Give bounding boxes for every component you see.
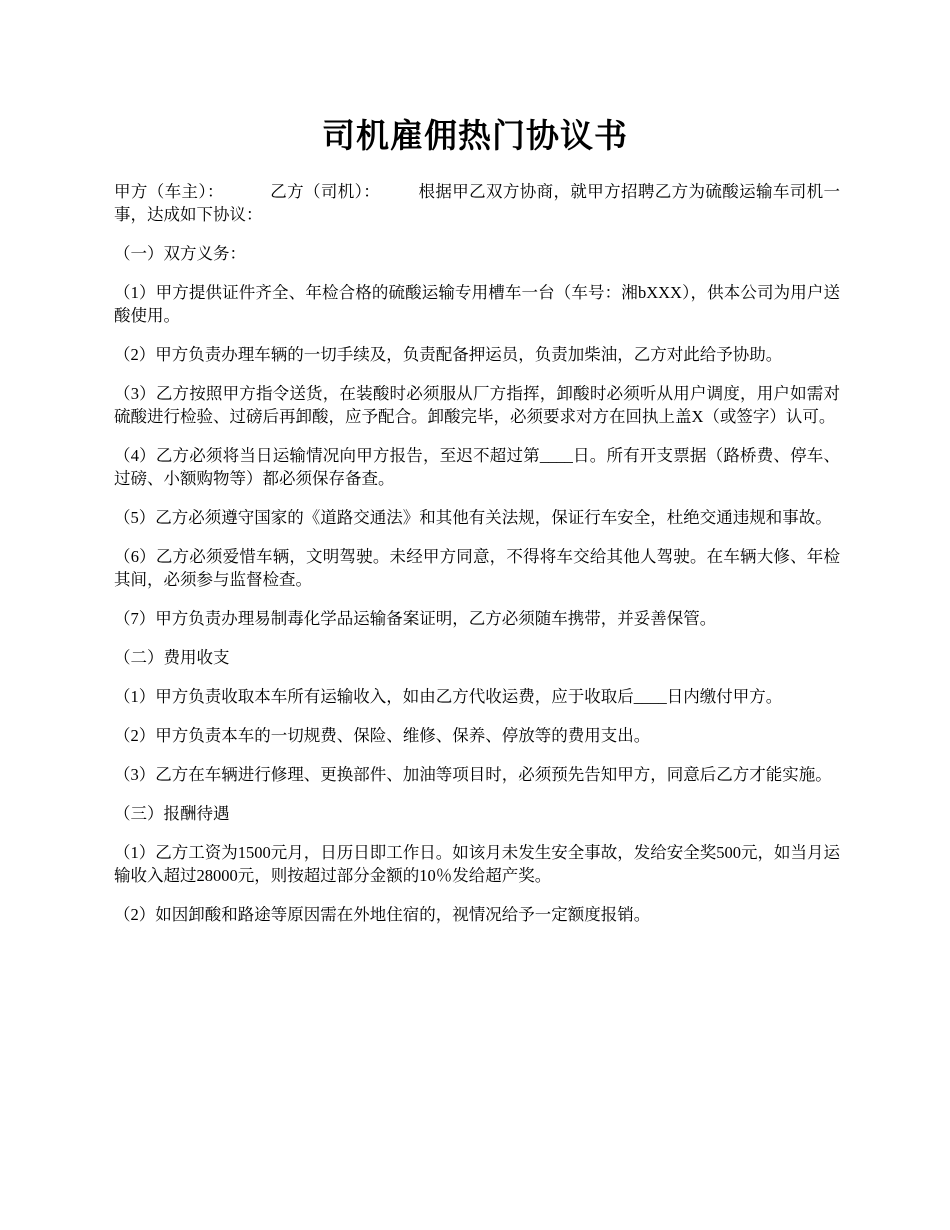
clause-paragraph: （1）乙方工资为1500元月，日历日即工作日。如该月未发生安全事故，发给安全奖500元，如当月运输收入超过28000元，则按超过部分金额的10％发给超产奖。 bbox=[114, 843, 840, 885]
clause-paragraph: （6）乙方必须爱惜车辆，文明驾驶。未经甲方同意，不得将车交给其他人驾驶。在车辆大修、年检其间，必须参与监督检查。 bbox=[114, 547, 840, 589]
party-b-label: 乙方（司机）： bbox=[269, 182, 381, 201]
document-body bbox=[114, 180, 840, 942]
clause-paragraph: （5）乙方必须遵守国家的《道路交通法》和其他有关法规，保证行车安全，杜绝交通违规和事故。 bbox=[114, 508, 832, 527]
clause-paragraph: （4）乙方必须将当日运输情况向甲方报告，至迟不超过第____日。所有开支票据（路桥费、停车、过磅、小额购物等）都必须保存备查。 bbox=[114, 446, 840, 488]
section-heading: （三）报酬待遇 bbox=[114, 804, 230, 823]
clause-paragraph: （2）甲方负责办理车辆的一切手续及，负责配备押运员，负责加柴油，乙方对此给予协助。 bbox=[114, 345, 783, 364]
intro-text: 根据甲乙双方协商，就甲方招聘乙方为硫酸运输车司机一事，达成如下协议： bbox=[114, 182, 840, 224]
clause-paragraph: （3）乙方按照甲方指令送货，在装酸时必须服从厂方指挥，卸酸时必须听从用户调度，用户如需对硫酸进行检验、过磅后再卸酸，应予配合。卸酸完毕，必须要求对方在回执上盖X（或签字）认可。 bbox=[114, 384, 840, 426]
section-heading: （一）双方义务： bbox=[114, 244, 246, 263]
document-title: 司机雇佣热门协议书 bbox=[322, 116, 628, 155]
intro-paragraph bbox=[114, 180, 840, 226]
clause-paragraph: （1）甲方负责收取本车所有运输收入，如由乙方代收运费，应于收取后____日内缴付甲方。 bbox=[114, 687, 783, 706]
clause-paragraph: （2）如因卸酸和路途等原因需在外地住宿的，视情况给予一定额度报销。 bbox=[114, 905, 651, 924]
clause-paragraph: （7）甲方负责办理易制毒化学品运输备案证明，乙方必须随车携带，并妥善保管。 bbox=[114, 609, 717, 628]
clause-paragraph: （3）乙方在车辆进行修理、更换部件、加油等项目时，必须预先告知甲方，同意后乙方才能实施。 bbox=[114, 765, 832, 784]
party-a-label: 甲方（车主）： bbox=[114, 182, 224, 201]
section-heading: （二）费用收支 bbox=[114, 648, 230, 667]
clause-paragraph: （1）甲方提供证件齐全、年检合格的硫酸运输专用槽车一台（车号：湘bXXX），供本公司为用户送酸使用。 bbox=[114, 283, 840, 325]
clause-paragraph: （2）甲方负责本车的一切规费、保险、维修、保养、停放等的费用支出。 bbox=[114, 726, 651, 745]
